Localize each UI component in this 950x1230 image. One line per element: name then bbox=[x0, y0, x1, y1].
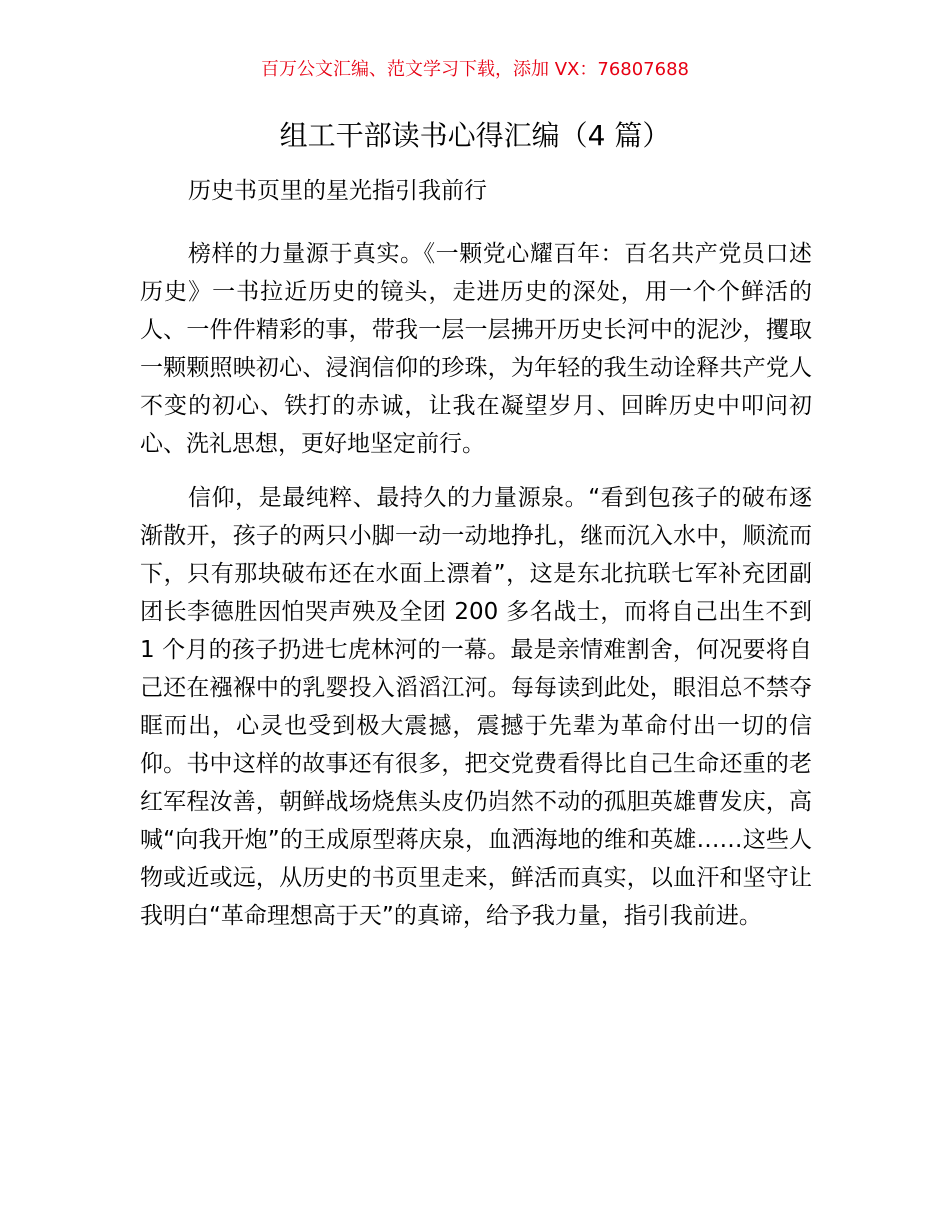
promo-header-text: 百万公文汇编、范文学习下载，添加 VX：76807688 bbox=[261, 59, 689, 80]
document-title: 组工干部读书心得汇编（4 篇） bbox=[279, 119, 671, 152]
body-paragraph-1: 榜样的力量源于真实。《一颗党心耀百年：百名共产党员口述历史》一书拉近历史的镜头，走进历史的深处，用一个个鲜活的人、一件件精彩的事，带我一层一层拂开历史长河中的泥沙，攫取一颗颗照映初心、浸润信仰的珍珠，为年轻的我生动诠释共产党人不变的初心、铁打的赤诚，让我在凝望岁月、回眸历史中叩问初心、洗礼思想，更好地坚定前行。 bbox=[140, 241, 812, 457]
body-paragraph-2: 信仰，是最纯粹、最持久的力量源泉。“看到包孩子的破布逐渐散开，孩子的两只小脚一动一动地挣扎，继而沉入水中，顺流而下，只有那块破布还在水面上漂着”，这是东北抗联七军补充团副团长李德胜因怕哭声殃及全团 200 多名战士，而将自己出生不到 1 个月的孩子扔进七虎林河的一幕。最是亲情难割舍，何况要将自己还在襁褓中的乳婴投入滔滔江河。每每读到此处，眼泪总不禁夺眶而出，心灵也受到极大震撼，震撼于先辈为革命付出一切的信仰。书中这样的故事还有很多，把交党费看得比自己生命还重的老红军程汝善，朝鲜战场烧焦头皮仍岿然不动的孤胆英雄曹发庆，高喊“向我开炮”的王成原型蒋庆泉，血洒海地的维和英雄……这些人物或近或远，从历史的书页里走来，鲜活而真实，以血汗和坚守让我明白“革命理想高于天”的真谛，给予我力量，指引我前进。 bbox=[140, 485, 812, 929]
article-subtitle: 历史书页里的星光指引我前行 bbox=[188, 178, 487, 204]
document-body bbox=[140, 172, 812, 951]
